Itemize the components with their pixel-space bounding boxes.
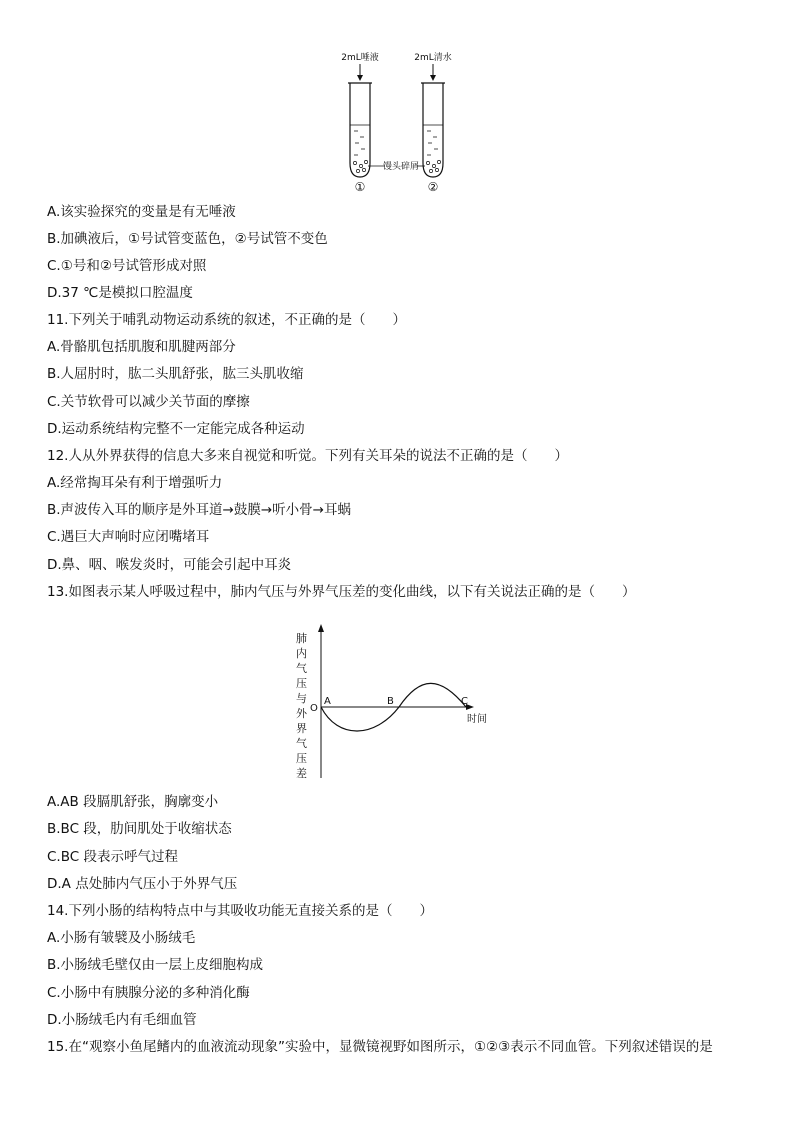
tube1-reagent-label: 2mL唾液	[341, 53, 379, 63]
q11-option-d: D.运动系统结构完整不一定能完成各种运动	[47, 421, 305, 437]
svg-text:差: 差	[296, 767, 307, 780]
q11-option-a: A.骨骼肌包括肌腹和肌腱两部分	[47, 339, 236, 355]
q12-option-c: C.遇巨大声响时应闭嘴堵耳	[47, 529, 210, 545]
q14-option-c: C.小肠中有胰腺分泌的多种消化酶	[47, 985, 250, 1001]
q10-option-c: C.①号和②号试管形成对照	[47, 258, 207, 274]
svg-text:与: 与	[296, 692, 307, 705]
q12-option-d: D.鼻、咽、喉发炎时，可能会引起中耳炎	[47, 557, 292, 573]
q13-option-b: B.BC 段，肋间肌处于收缩状态	[47, 821, 232, 837]
pressure-curve-figure	[290, 620, 500, 785]
svg-text:内: 内	[296, 647, 307, 660]
q13-option-c: C.BC 段表示呼气过程	[47, 849, 178, 865]
svg-text:压: 压	[296, 677, 307, 690]
svg-text:气: 气	[296, 662, 307, 675]
q14-option-a: A.小肠有皱襞及小肠绒毛	[47, 930, 196, 946]
x-axis-label: 时间	[467, 714, 487, 725]
tube2-reagent-label: 2mL清水	[414, 53, 452, 63]
tube2-number: ②	[427, 180, 439, 194]
q13-option-d: D.A 点处肺内气压小于外界气压	[47, 876, 238, 892]
svg-text:界: 界	[296, 722, 307, 735]
point-b-label: B	[387, 696, 394, 707]
svg-text:肺: 肺	[296, 632, 307, 645]
y-axis-label	[296, 631, 308, 780]
origin-label: O	[310, 703, 318, 714]
svg-text:外: 外	[296, 707, 307, 720]
point-c-label: C	[461, 696, 468, 707]
point-a-label: A	[324, 696, 331, 707]
test-tube-1	[348, 83, 372, 177]
svg-text:压: 压	[296, 752, 307, 765]
q12-option-a: A.经常掏耳朵有利于增强听力	[47, 475, 223, 491]
q14-stem: 14.下列小肠的结构特点中与其吸收功能无直接关系的是（ ）	[47, 903, 433, 919]
test-tube-2	[421, 83, 445, 177]
q11-stem: 11.下列关于哺乳动物运动系统的叙述，不正确的是（ ）	[47, 312, 406, 328]
tube1-number: ①	[354, 180, 366, 194]
q10-option-b: B.加碘液后，①号试管变蓝色，②号试管不变色	[47, 231, 328, 247]
q13-option-a: A.AB 段膈肌舒张，胸廓变小	[47, 794, 219, 810]
svg-text:气: 气	[296, 737, 307, 750]
q12-stem: 12.人从外界获得的信息大多来自视觉和听觉。下列有关耳朵的说法不正确的是（ ）	[47, 448, 568, 464]
q11-option-c: C.关节软骨可以减少关节面的摩擦	[47, 394, 250, 410]
q11-option-b: B.人屈肘时，肱二头肌舒张，肱三头肌收缩	[47, 366, 304, 382]
bread-crumbs-label: 馒头碎屑	[382, 162, 420, 172]
test-tube-figure	[330, 45, 470, 195]
q15-stem: 15.在“观察小鱼尾鳍内的血液流动现象”实验中，显微镜视野如图所示，①②③表示不同血管。下列叙述错误的是	[47, 1039, 713, 1055]
q10-option-a: A.该实验探究的变量是有无唾液	[47, 204, 236, 220]
q13-stem: 13.如图表示某人呼吸过程中，肺内气压与外界气压差的变化曲线，以下有关说法正确的是（ ）	[47, 584, 636, 600]
q10-option-d: D.37 ℃是模拟口腔温度	[47, 285, 193, 301]
q12-option-b: B.声波传入耳的顺序是外耳道→鼓膜→听小骨→耳蜗	[47, 502, 351, 518]
q14-option-b: B.小肠绒毛壁仅由一层上皮细胞构成	[47, 957, 264, 973]
q14-option-d: D.小肠绒毛内有毛细血管	[47, 1012, 197, 1028]
